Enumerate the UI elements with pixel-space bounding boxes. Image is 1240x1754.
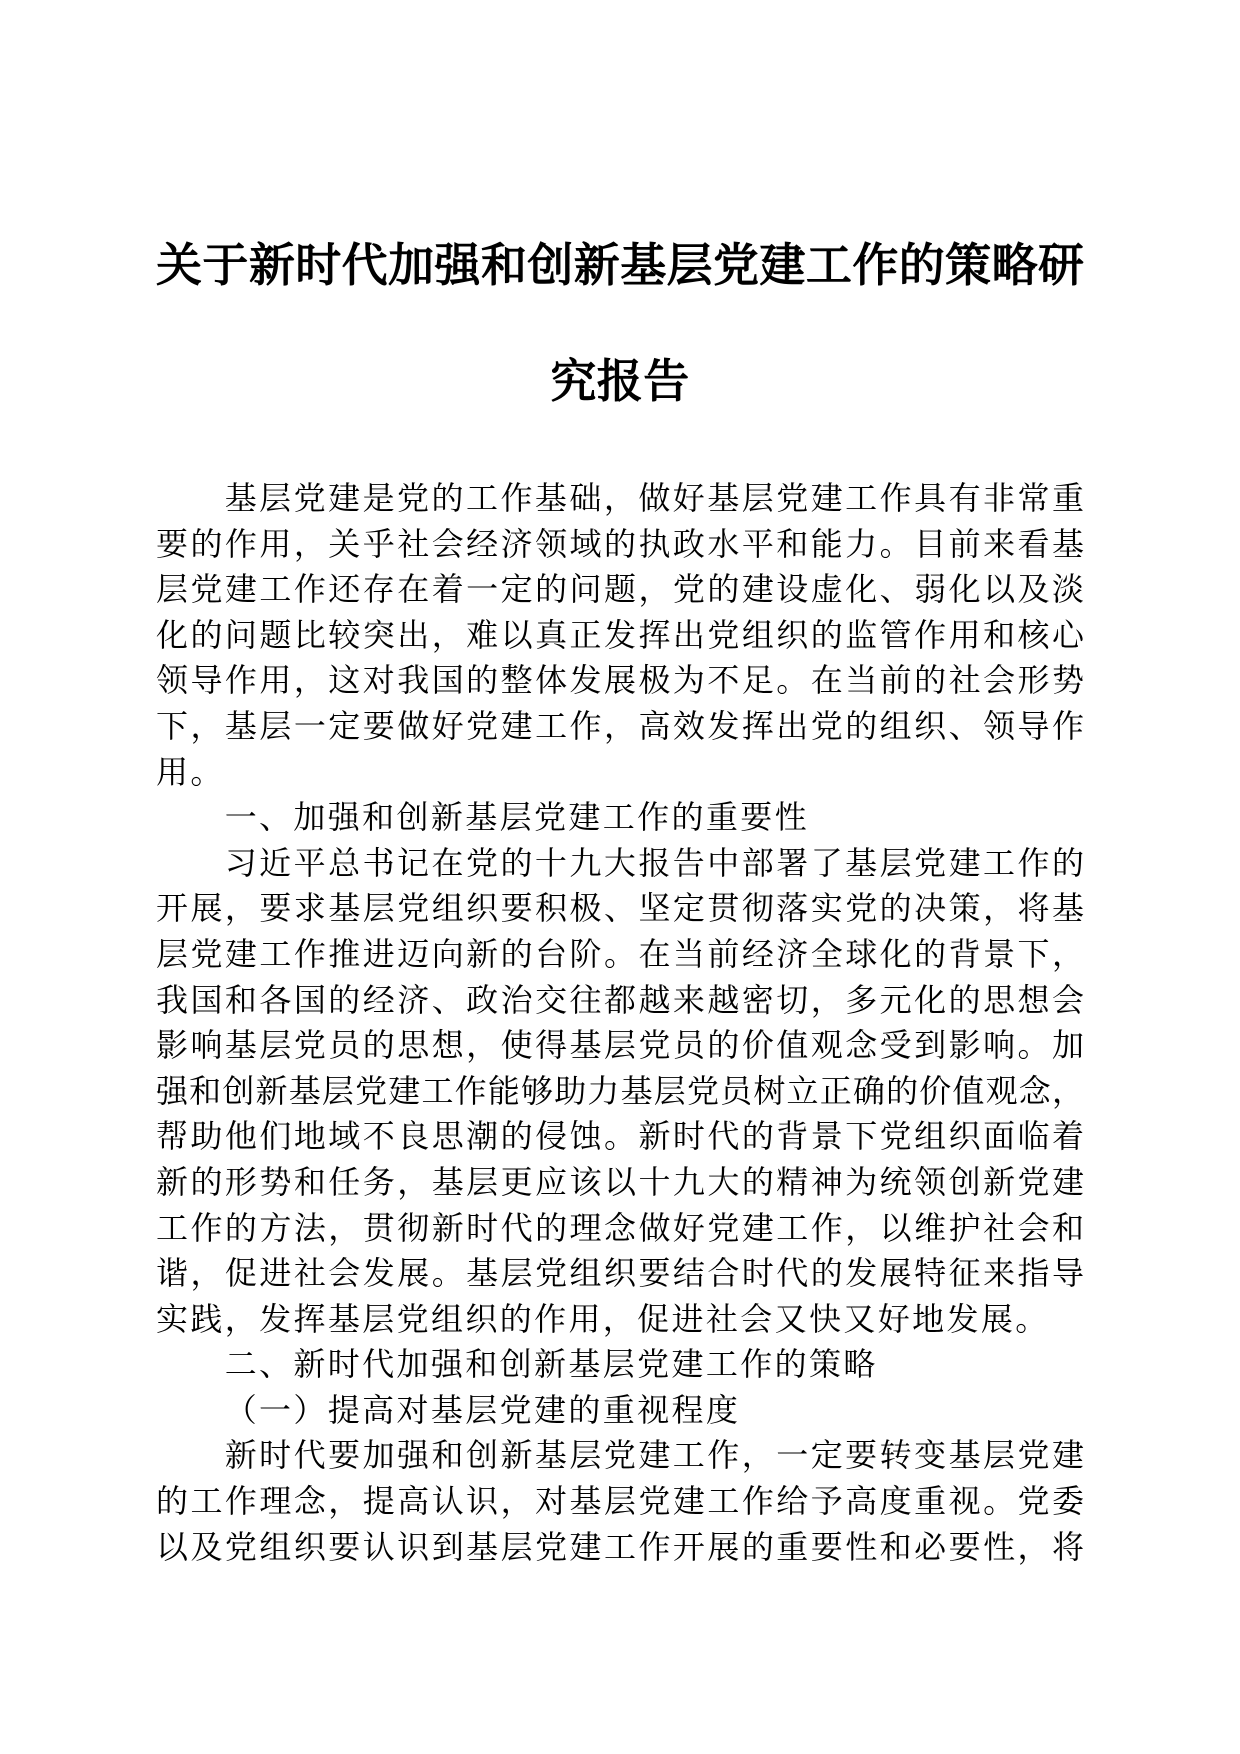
paragraph-line: 新的形势和任务，基层更应该以十九大的精神为统领创新党建: [156, 1162, 1084, 1201]
document-title: [156, 207, 1084, 439]
subsection-attention: [156, 1388, 1084, 1570]
section-heading: 一、加强和创新基层党建工作的重要性: [224, 798, 809, 837]
paragraph-line: 层党建工作推进迈向新的台阶。在当前经济全球化的背景下，: [156, 934, 1084, 973]
section-paragraph: [156, 841, 1084, 1343]
paragraph-line: 新时代要加强和创新基层党建工作，一定要转变基层党建: [224, 1436, 1084, 1475]
subsection-heading: （一）提高对基层党建的重视程度: [224, 1390, 741, 1429]
paragraph-line: 工作的方法，贯彻新时代的理念做好党建工作，以维护社会和: [156, 1208, 1084, 1247]
paragraph-line: 化的问题比较突出，难以真正发挥出党组织的监管作用和核心: [156, 615, 1084, 654]
title-line: 究报告: [550, 354, 690, 408]
paragraph-line: 以及党组织要认识到基层党建工作开展的重要性和必要性，将: [156, 1527, 1084, 1566]
intro-paragraph: [156, 476, 1084, 795]
paragraph-line: 下，基层一定要做好党建工作，高效发挥出党的组织、领导作: [156, 706, 1084, 745]
section-paragraph: [156, 1433, 1084, 1570]
paragraph-line: 习近平总书记在党的十九大报告中部署了基层党建工作的: [224, 843, 1084, 882]
paragraph-line: 实践，发挥基层党组织的作用，促进社会又快又好地发展。: [156, 1299, 1050, 1338]
document-body: [156, 476, 1084, 1570]
paragraph-line: 影响基层党员的思想，使得基层党员的价值观念受到影响。加: [156, 1026, 1084, 1065]
paragraph-line: 我国和各国的经济、政治交往都越来越密切，多元化的思想会: [156, 980, 1084, 1019]
title-line: 关于新时代加强和创新基层党建工作的策略研: [156, 238, 1084, 292]
paragraph-line: 的工作理念，提高认识，对基层党建工作给予高度重视。党委: [156, 1482, 1084, 1521]
paragraph-line: 基层党建是党的工作基础，做好基层党建工作具有非常重: [224, 479, 1084, 517]
paragraph-line: 要的作用，关乎社会经济领域的执政水平和能力。目前来看基: [156, 524, 1084, 563]
paragraph-line: 领导作用，这对我国的整体发展极为不足。在当前的社会形势: [156, 661, 1084, 700]
paragraph-line: 强和创新基层党建工作能够助力基层党员树立正确的价值观念，: [156, 1071, 1084, 1110]
paragraph-line: 层党建工作还存在着一定的问题，党的建设虚化、弱化以及淡: [156, 570, 1084, 609]
document-content: [156, 207, 1084, 1570]
paragraph-line: 开展，要求基层党组织要积极、坚定贯彻落实党的决策，将基: [156, 889, 1084, 928]
section-heading: 二、新时代加强和创新基层党建工作的策略: [224, 1345, 878, 1384]
paragraph-line: 用。: [156, 752, 225, 791]
paragraph-line: 谐，促进社会发展。基层党组织要结合时代的发展特征来指导: [156, 1254, 1084, 1293]
section-importance: [156, 795, 1084, 1342]
paragraph-line: 帮助他们地域不良思潮的侵蚀。新时代的背景下党组织面临着: [156, 1117, 1084, 1156]
section-strategies: [156, 1342, 1084, 1570]
